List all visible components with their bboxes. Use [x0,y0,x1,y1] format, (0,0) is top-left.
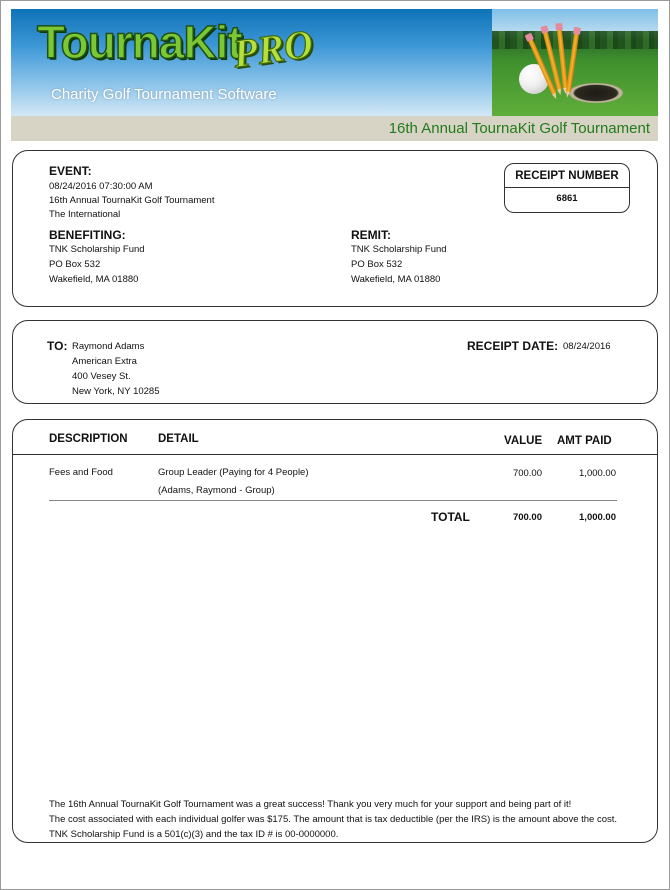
tournament-title: 16th Annual TournaKit Golf Tournament [388,120,650,137]
header-rule [13,454,657,455]
receipt-divider [505,187,629,188]
total-value: 700.00 [512,512,542,523]
detail-header: DETAIL [158,433,199,445]
remit-label: REMIT: [351,228,391,242]
recipient-line: Raymond Adams [72,341,145,352]
event-name: 16th Annual TournaKit Golf Tournament [49,195,215,206]
total-paid: 1,000.00 [579,512,616,523]
tagline: Charity Golf Tournament Software [51,86,277,103]
footer-line: TNK Scholarship Fund is a 501(c)(3) and the tax ID # is 00-0000000. [49,829,339,840]
benefiting-line: PO Box 532 [49,259,101,270]
amt-paid-header: AMT PAID [557,435,612,447]
value-header: VALUE [504,435,543,447]
row-detail: Group Leader (Paying for 4 People) [158,467,309,478]
to-label: TO: [47,339,68,353]
row-detail-sub: (Adams, Raymond - Group) [158,485,275,496]
row-value: 700.00 [512,468,542,479]
remit-line: PO Box 532 [351,259,403,270]
total-label: TOTAL [431,510,470,524]
benefiting-line: Wakefield, MA 01880 [49,274,139,285]
description-header: DESCRIPTION [49,433,128,445]
event-datetime: 08/24/2016 07:30:00 AM [49,181,153,192]
golf-hole-icon [569,83,623,103]
recipient-line: 400 Vesey St. [72,371,131,382]
recipient-line: New York, NY 10285 [72,386,160,397]
logo-pro-text: PRO [230,20,316,77]
footer-line: The cost associated with each individual golfer was $175. The amount that is tax deductible (per the IRS) is the amount above the cost. [49,814,618,825]
logo-main-text: TournaKit [37,16,242,68]
footer-line: The 16th Annual TournaKit Golf Tournament was a great success! Thank you very much for your support and being part of it! [49,799,572,810]
row-rule [49,500,617,501]
receipt-number-label: RECEIPT NUMBER [515,170,619,182]
remit-line: TNK Scholarship Fund [351,244,447,255]
golf-photo [492,9,658,116]
event-label: EVENT: [49,164,92,178]
event-section [12,150,658,307]
event-venue: The International [49,209,121,220]
row-amt-paid: 1,000.00 [579,468,616,479]
recipient-line: American Extra [72,356,137,367]
benefiting-label: BENEFITING: [49,228,126,242]
header-banner [11,9,658,141]
receipt-number-box [504,163,630,213]
remit-line: Wakefield, MA 01880 [351,274,441,285]
recipient-section [12,320,658,404]
title-strip [11,116,658,141]
receipt-number: 6861 [556,193,578,204]
receipt-date: 08/24/2016 [563,341,611,352]
benefiting-line: TNK Scholarship Fund [49,244,145,255]
row-description: Fees and Food [49,467,113,478]
receipt-date-label: RECEIPT DATE: [467,339,559,353]
line-items-section [12,419,658,843]
